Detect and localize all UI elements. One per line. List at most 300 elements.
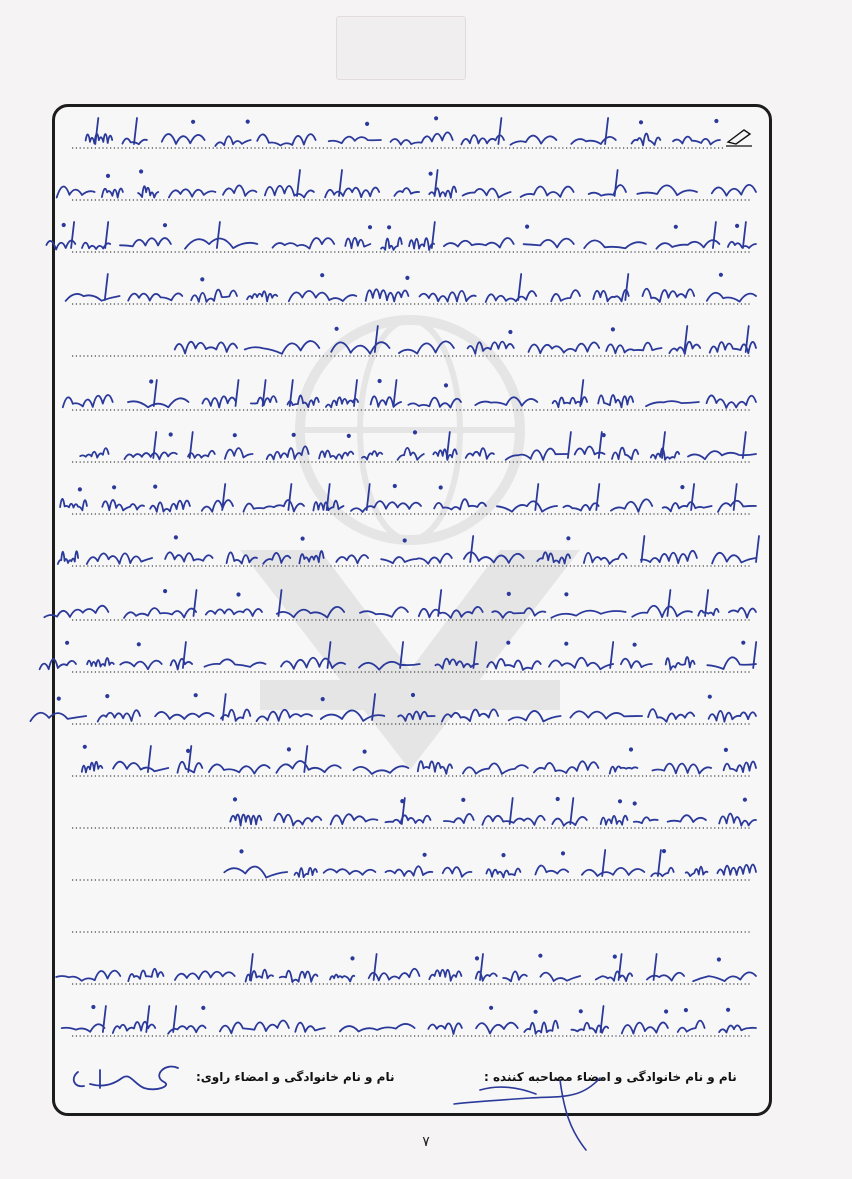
handwritten-stroke	[535, 484, 538, 510]
handwritten-stroke	[734, 484, 737, 510]
handwritten-word	[102, 189, 123, 198]
handwritten-stroke	[470, 536, 473, 562]
handwritten-dot	[348, 435, 350, 437]
handwritten-word	[668, 815, 706, 822]
handwritten-word	[582, 868, 644, 876]
handwritten-word	[492, 608, 545, 618]
handwritten-word	[221, 709, 250, 720]
handwritten-word	[398, 448, 424, 460]
handwritten-dot	[138, 643, 140, 645]
handwritten-word	[381, 554, 452, 564]
handwritten-word	[345, 238, 370, 248]
handwritten-word	[535, 865, 568, 874]
handwritten-dot	[140, 170, 142, 172]
handwritten-dot	[725, 749, 727, 751]
handwritten-dot	[164, 224, 166, 226]
handwritten-dot	[363, 750, 365, 752]
handwritten-word	[463, 763, 528, 774]
handwritten-dot	[640, 121, 642, 123]
handwritten-word	[524, 239, 574, 248]
handwritten-word	[171, 659, 193, 670]
handwritten-word	[678, 1021, 705, 1032]
handwritten-word	[707, 657, 756, 669]
handwritten-word	[257, 134, 315, 145]
handwritten-word	[418, 761, 452, 774]
handwritten-stroke	[71, 222, 74, 248]
handwritten-word	[288, 395, 319, 407]
handwritten-word	[398, 712, 435, 721]
handwritten-word	[62, 1024, 105, 1032]
handwritten-word	[719, 1025, 756, 1032]
handwritten-word	[463, 189, 511, 198]
handwritten-word	[637, 185, 697, 195]
handwritten-dot	[565, 643, 567, 645]
handwritten-word	[712, 553, 756, 564]
handwritten-word	[102, 500, 144, 510]
handwritten-word	[277, 607, 344, 618]
handwritten-dot	[630, 748, 632, 750]
handwritten-word	[442, 709, 498, 721]
handwritten-dot	[192, 121, 194, 123]
handwritten-dot	[440, 486, 442, 488]
handwritten-word	[688, 451, 756, 459]
handwritten-dot	[202, 1007, 204, 1009]
handwritten-dot	[580, 1010, 582, 1012]
handwritten-word	[40, 659, 76, 669]
handwritten-word	[486, 291, 537, 302]
handwritten-stroke	[713, 222, 716, 248]
handwritten-dot	[507, 642, 509, 644]
handwritten-word	[521, 186, 574, 197]
handwritten-stroke	[95, 118, 98, 144]
handwritten-dot	[351, 957, 353, 959]
handwritten-word	[647, 973, 684, 981]
handwritten-dot	[66, 642, 68, 644]
handwritten-stroke	[658, 850, 661, 876]
handwritten-word	[281, 658, 345, 669]
narrator-signature	[60, 1058, 190, 1098]
handwritten-word	[223, 185, 256, 196]
handwritten-dot	[187, 750, 189, 752]
handwritten-word	[443, 867, 472, 877]
handwritten-word	[227, 552, 257, 563]
handwritten-word	[325, 188, 379, 198]
handwritten-dot	[401, 800, 403, 802]
handwritten-word	[596, 971, 632, 981]
handwritten-word	[468, 342, 514, 354]
handwritten-dot	[79, 488, 81, 490]
handwritten-word	[324, 869, 376, 875]
handwritten-stroke	[605, 118, 608, 144]
handwritten-word	[113, 1022, 155, 1033]
handwritten-word	[263, 553, 290, 564]
handwritten-word	[584, 553, 627, 564]
handwritten-word	[420, 291, 476, 302]
handwritten-word	[707, 293, 756, 302]
handwritten-word	[150, 501, 190, 512]
handwritten-dot	[106, 695, 108, 697]
handwritten-word	[330, 975, 354, 982]
handwritten-stroke	[510, 798, 513, 824]
handwritten-word	[709, 711, 756, 722]
handwritten-word	[686, 867, 708, 876]
handwritten-stroke	[743, 222, 746, 248]
handwritten-word	[429, 187, 456, 198]
handwritten-word	[563, 503, 598, 510]
handwritten-dot	[92, 1006, 94, 1008]
handwritten-dot	[366, 123, 368, 125]
handwritten-word	[487, 659, 541, 670]
handwritten-word	[482, 816, 544, 825]
handwritten-dot	[509, 331, 511, 333]
handwritten-word	[434, 499, 486, 509]
handwritten-dot	[412, 694, 414, 696]
handwritten-word	[257, 710, 313, 721]
handwritten-dot	[663, 850, 665, 852]
handwritten-word	[265, 186, 314, 198]
handwritten-dot	[201, 278, 203, 280]
handwritten-word	[466, 448, 494, 459]
handwritten-dot	[237, 593, 239, 595]
handwritten-word	[215, 136, 250, 146]
handwritten-word	[475, 397, 537, 406]
handwritten-dot	[562, 852, 564, 854]
handwritten-word	[371, 396, 402, 407]
handwritten-word	[718, 501, 756, 512]
handwritten-word	[497, 501, 557, 511]
handwritten-dot	[557, 798, 559, 800]
handwritten-stroke	[601, 1006, 604, 1032]
handwritten-stroke	[756, 536, 759, 562]
handwritten-dot	[445, 384, 447, 386]
handwritten-dot	[234, 798, 236, 800]
handwritten-word	[509, 711, 561, 721]
handwritten-word	[643, 289, 695, 302]
handwritten-word	[63, 395, 113, 407]
handwritten-dot	[84, 746, 86, 748]
handwritten-word	[220, 1021, 289, 1034]
handwritten-word	[419, 607, 483, 618]
handwritten-dot	[727, 1009, 729, 1011]
handwritten-word	[128, 969, 163, 981]
handwritten-word	[56, 971, 120, 981]
handwritten-word	[155, 712, 214, 719]
handwritten-word	[612, 448, 638, 460]
handwritten-word	[571, 137, 616, 144]
handwritten-word	[295, 1023, 325, 1032]
handwritten-word	[385, 815, 430, 823]
handwritten-word	[82, 762, 103, 773]
handwritten-word	[360, 607, 408, 617]
handwritten-word	[648, 709, 694, 722]
handwritten-dot	[107, 175, 109, 177]
handwritten-dot	[476, 957, 478, 959]
handwritten-word	[44, 606, 108, 618]
handwritten-dot	[736, 225, 738, 227]
handwritten-dot	[394, 485, 396, 487]
handwritten-word	[366, 289, 409, 301]
handwritten-stroke	[154, 380, 157, 406]
handwritten-word	[435, 659, 478, 669]
handwritten-word	[571, 1023, 608, 1033]
handwritten-word	[247, 291, 277, 301]
handwritten-word	[610, 766, 638, 773]
handwritten-dot	[58, 697, 60, 699]
handwritten-word	[399, 341, 454, 353]
handwritten-word	[549, 658, 613, 669]
handwritten-word	[58, 551, 78, 564]
handwritten-word	[321, 710, 385, 720]
handwritten-word	[646, 401, 699, 406]
handwritten-word	[729, 608, 756, 618]
handwritten-word	[724, 762, 756, 773]
handwritten-dot	[526, 225, 528, 227]
handwritten-word	[295, 868, 318, 877]
handwritten-dot	[612, 328, 614, 330]
handwritten-word	[299, 551, 323, 563]
narrator-signature-label: نام و نام خانوادگی و امضاء راوی:	[196, 1070, 395, 1084]
handwritten-dot	[718, 958, 720, 960]
handwritten-word	[165, 552, 213, 561]
handwritten-word	[87, 553, 152, 564]
handwritten-word	[651, 448, 679, 460]
handwritten-word	[86, 134, 113, 144]
handwritten-word	[331, 814, 378, 824]
handwritten-word	[717, 865, 756, 875]
handwritten-word	[128, 398, 189, 407]
handwritten-word	[719, 814, 756, 826]
handwritten-word	[354, 766, 409, 774]
handwritten-word	[632, 606, 692, 617]
handwritten-word	[663, 502, 712, 511]
handwritten-word	[693, 972, 756, 981]
handwritten-dot	[175, 536, 177, 538]
handwritten-word	[444, 814, 474, 823]
handwritten-word	[202, 500, 233, 512]
handwritten-stroke	[599, 432, 602, 458]
handwritten-word	[506, 449, 568, 460]
handwritten-dot	[406, 277, 408, 279]
handwritten-word	[584, 240, 646, 248]
handwritten-stroke	[394, 380, 397, 406]
handwritten-dot	[335, 328, 337, 330]
handwritten-dot	[742, 642, 744, 644]
handwritten-word	[593, 290, 628, 302]
handwritten-word	[394, 188, 419, 196]
handwritten-word	[120, 238, 171, 246]
handwritten-word	[589, 185, 626, 196]
handwritten-dot	[154, 485, 156, 487]
handwritten-word	[362, 451, 382, 459]
handwritten-word	[621, 659, 652, 668]
handwritten-stroke	[615, 170, 618, 196]
handwritten-word	[87, 658, 114, 667]
handwritten-word	[534, 761, 599, 773]
handwritten-word	[653, 764, 712, 774]
handwritten-word	[529, 342, 600, 353]
handwritten-word	[245, 341, 319, 354]
handwritten-word	[570, 711, 642, 718]
handwritten-word	[606, 343, 661, 354]
handwritten-word	[698, 609, 718, 616]
handwritten-word	[710, 342, 756, 353]
handwritten-dot	[429, 173, 431, 175]
handwritten-word	[336, 555, 368, 563]
handwritten-word	[224, 867, 287, 878]
handwritten-stroke	[498, 118, 501, 144]
handwritten-word	[651, 868, 674, 876]
handwritten-word	[369, 969, 420, 981]
handwritten-dot	[490, 1007, 492, 1009]
handwritten-dot	[633, 644, 635, 646]
handwritten-word	[319, 451, 353, 459]
handwritten-dot	[150, 380, 152, 382]
handwritten-dot	[388, 226, 390, 228]
handwritten-stroke	[297, 170, 300, 196]
handwritten-word	[273, 238, 335, 249]
handwritten-stroke	[105, 274, 108, 300]
handwritten-word	[169, 189, 216, 197]
handwritten-word	[351, 501, 421, 512]
handwritten-word	[209, 764, 270, 773]
handwritten-word	[409, 238, 434, 250]
handwritten-word	[329, 137, 381, 144]
handwritten-word	[486, 869, 520, 878]
handwritten-stroke	[354, 380, 357, 406]
handwritten-word	[205, 659, 266, 667]
handwritten-dot	[369, 226, 371, 228]
handwritten-word	[120, 661, 161, 670]
handwritten-dot	[63, 224, 65, 226]
quill-icon	[726, 130, 752, 146]
handwritten-word	[476, 1023, 518, 1034]
handwritten-word	[381, 238, 402, 250]
handwritten-dot	[709, 696, 711, 698]
handwritten-word	[202, 396, 236, 407]
handwritten-word	[206, 609, 262, 616]
handwritten-word	[274, 814, 321, 826]
handwritten-word	[712, 185, 756, 196]
handwritten-word	[622, 1022, 668, 1033]
handwritten-word	[128, 293, 182, 300]
handwritten-stroke	[568, 432, 571, 458]
handwritten-dot	[164, 590, 166, 592]
handwritten-word	[429, 970, 461, 981]
handwritten-stroke	[667, 590, 670, 616]
handwritten-word	[551, 290, 580, 301]
handwritten-dot	[195, 694, 197, 696]
handwritten-dot	[301, 537, 303, 539]
handwritten-word	[230, 814, 261, 825]
page-number: ۷	[422, 1134, 430, 1150]
handwritten-word	[276, 761, 340, 773]
handwritten-word	[511, 136, 557, 145]
handwritten-stroke	[134, 118, 137, 144]
handwritten-word	[656, 240, 719, 249]
handwritten-word	[289, 291, 357, 301]
handwritten-word	[391, 132, 453, 144]
handwritten-word	[359, 662, 420, 670]
handwritten-word	[408, 398, 461, 408]
handwritten-stroke	[570, 798, 573, 824]
handwritten-dot	[565, 593, 567, 595]
handwritten-word	[57, 187, 95, 198]
handwritten-word	[267, 446, 309, 459]
handwritten-word	[673, 137, 720, 145]
handwritten-word	[464, 552, 524, 563]
handwritten-word	[707, 395, 757, 407]
handwritten-word	[280, 971, 318, 982]
handwritten-dot	[508, 593, 510, 595]
handwritten-word	[601, 816, 628, 825]
handwritten-word	[666, 657, 695, 670]
handwritten-dot	[502, 854, 504, 856]
handwritten-word	[632, 134, 661, 146]
handwritten-word	[540, 973, 580, 981]
handwritten-dot	[247, 120, 249, 122]
handwritten-word	[162, 134, 205, 144]
handwritten-word	[60, 499, 87, 510]
handwritten-word	[331, 342, 389, 354]
handwritten-dot	[170, 433, 172, 435]
handwritten-dot	[414, 431, 416, 433]
handwritten-word	[386, 866, 433, 876]
handwritten-word	[611, 499, 652, 512]
handwritten-word	[551, 611, 625, 618]
handwritten-dot	[567, 537, 569, 539]
handwritten-word	[30, 713, 86, 721]
handwritten-dot	[603, 434, 605, 436]
handwritten-dot	[744, 799, 746, 801]
handwritten-stroke	[447, 432, 450, 458]
handwritten-dot	[378, 380, 380, 382]
handwritten-word	[641, 551, 697, 563]
handwritten-dot	[720, 274, 722, 276]
handwritten-word	[244, 500, 305, 512]
handwritten-word	[476, 972, 497, 981]
handwritten-word	[138, 186, 158, 197]
handwritten-dot	[462, 799, 464, 801]
handwritten-word	[433, 449, 457, 460]
handwritten-dot	[321, 274, 323, 276]
handwritten-word	[428, 1023, 462, 1034]
handwritten-word	[634, 817, 658, 823]
handwritten-dot	[234, 434, 236, 436]
handwritten-word	[113, 762, 168, 772]
handwritten-word	[188, 451, 215, 458]
handwritten-dot	[293, 434, 295, 436]
handwritten-word	[185, 238, 257, 248]
handwritten-word	[598, 395, 633, 407]
handwritten-word	[524, 1021, 558, 1034]
handwritten-word	[728, 242, 756, 248]
handwritten-word	[98, 710, 140, 721]
handwritten-stroke	[743, 432, 746, 458]
handwritten-dot	[685, 1009, 687, 1011]
handwritten-dot	[113, 486, 115, 488]
interviewer-signature-label: نام و نام خانوادگی و امضاء مصاحبه کننده :	[484, 1070, 737, 1084]
handwritten-word	[503, 971, 527, 981]
handwritten-word	[80, 448, 108, 458]
handwritten-dot	[240, 850, 242, 852]
handwritten-dot	[665, 1010, 667, 1012]
handwritten-dot	[539, 955, 541, 957]
handwritten-dot	[534, 1011, 536, 1013]
handwritten-dot	[634, 802, 636, 804]
handwritten-dot	[288, 748, 290, 750]
handwritten-word	[124, 608, 196, 618]
handwritten-word	[191, 290, 237, 302]
